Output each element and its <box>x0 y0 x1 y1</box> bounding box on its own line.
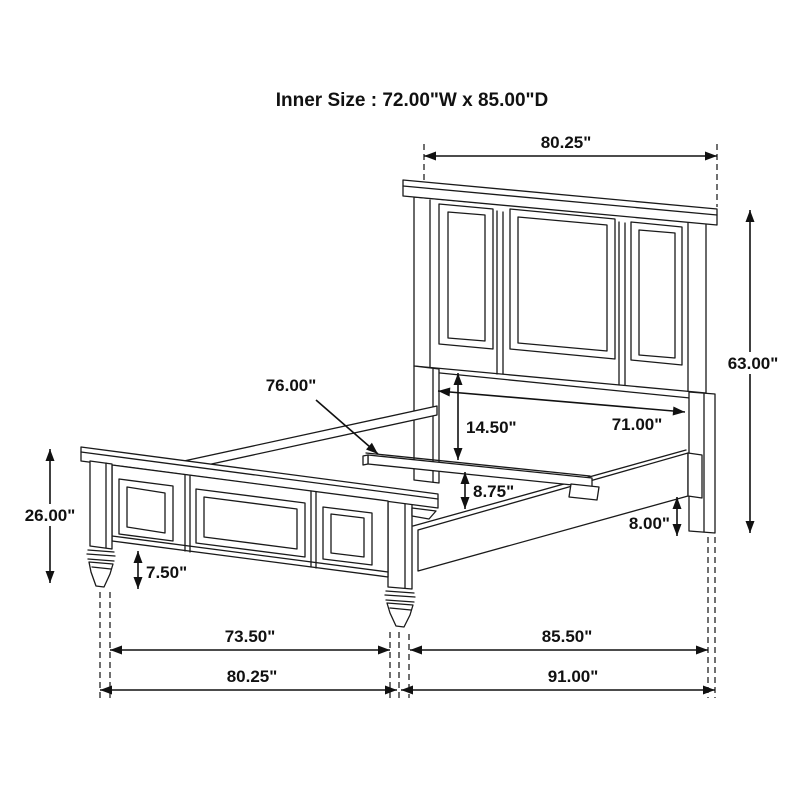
slat-support-block <box>569 484 599 500</box>
dim-slat-clearance: 8.75" <box>473 482 515 501</box>
footboard-foot-left <box>89 562 113 587</box>
headboard-panel-center <box>510 209 615 359</box>
dim-overall-depth: 91.00" <box>547 667 599 686</box>
bed-line-art <box>81 180 717 627</box>
footboard-cap-corbel <box>412 508 436 519</box>
page-title: Inner Size : 72.00"W x 85.00"D <box>275 90 549 111</box>
dim-footboard-height: 26.00" <box>24 506 76 525</box>
dim-footboard-leg: 7.50" <box>146 563 188 582</box>
dim-side-rail-height: 8.00" <box>628 514 670 533</box>
dim-headboard-width: 80.25" <box>540 133 592 152</box>
footboard-post-left <box>90 461 112 549</box>
dim-headboard-height: 63.00" <box>727 354 779 373</box>
footboard-foot-right <box>387 603 413 627</box>
dim-headboard-to-slat: 14.50" <box>466 418 517 437</box>
dim-footboard-width: 80.25" <box>226 667 278 686</box>
footboard-post-right <box>385 497 415 627</box>
dim-headboard-inner-width: 71.00" <box>611 415 663 434</box>
dim-slat-length: 76.00" <box>265 376 317 395</box>
dim-side-rail-length: 85.50" <box>541 627 593 646</box>
dim-footboard-inner-span: 73.50" <box>224 627 276 646</box>
footboard <box>81 447 438 587</box>
